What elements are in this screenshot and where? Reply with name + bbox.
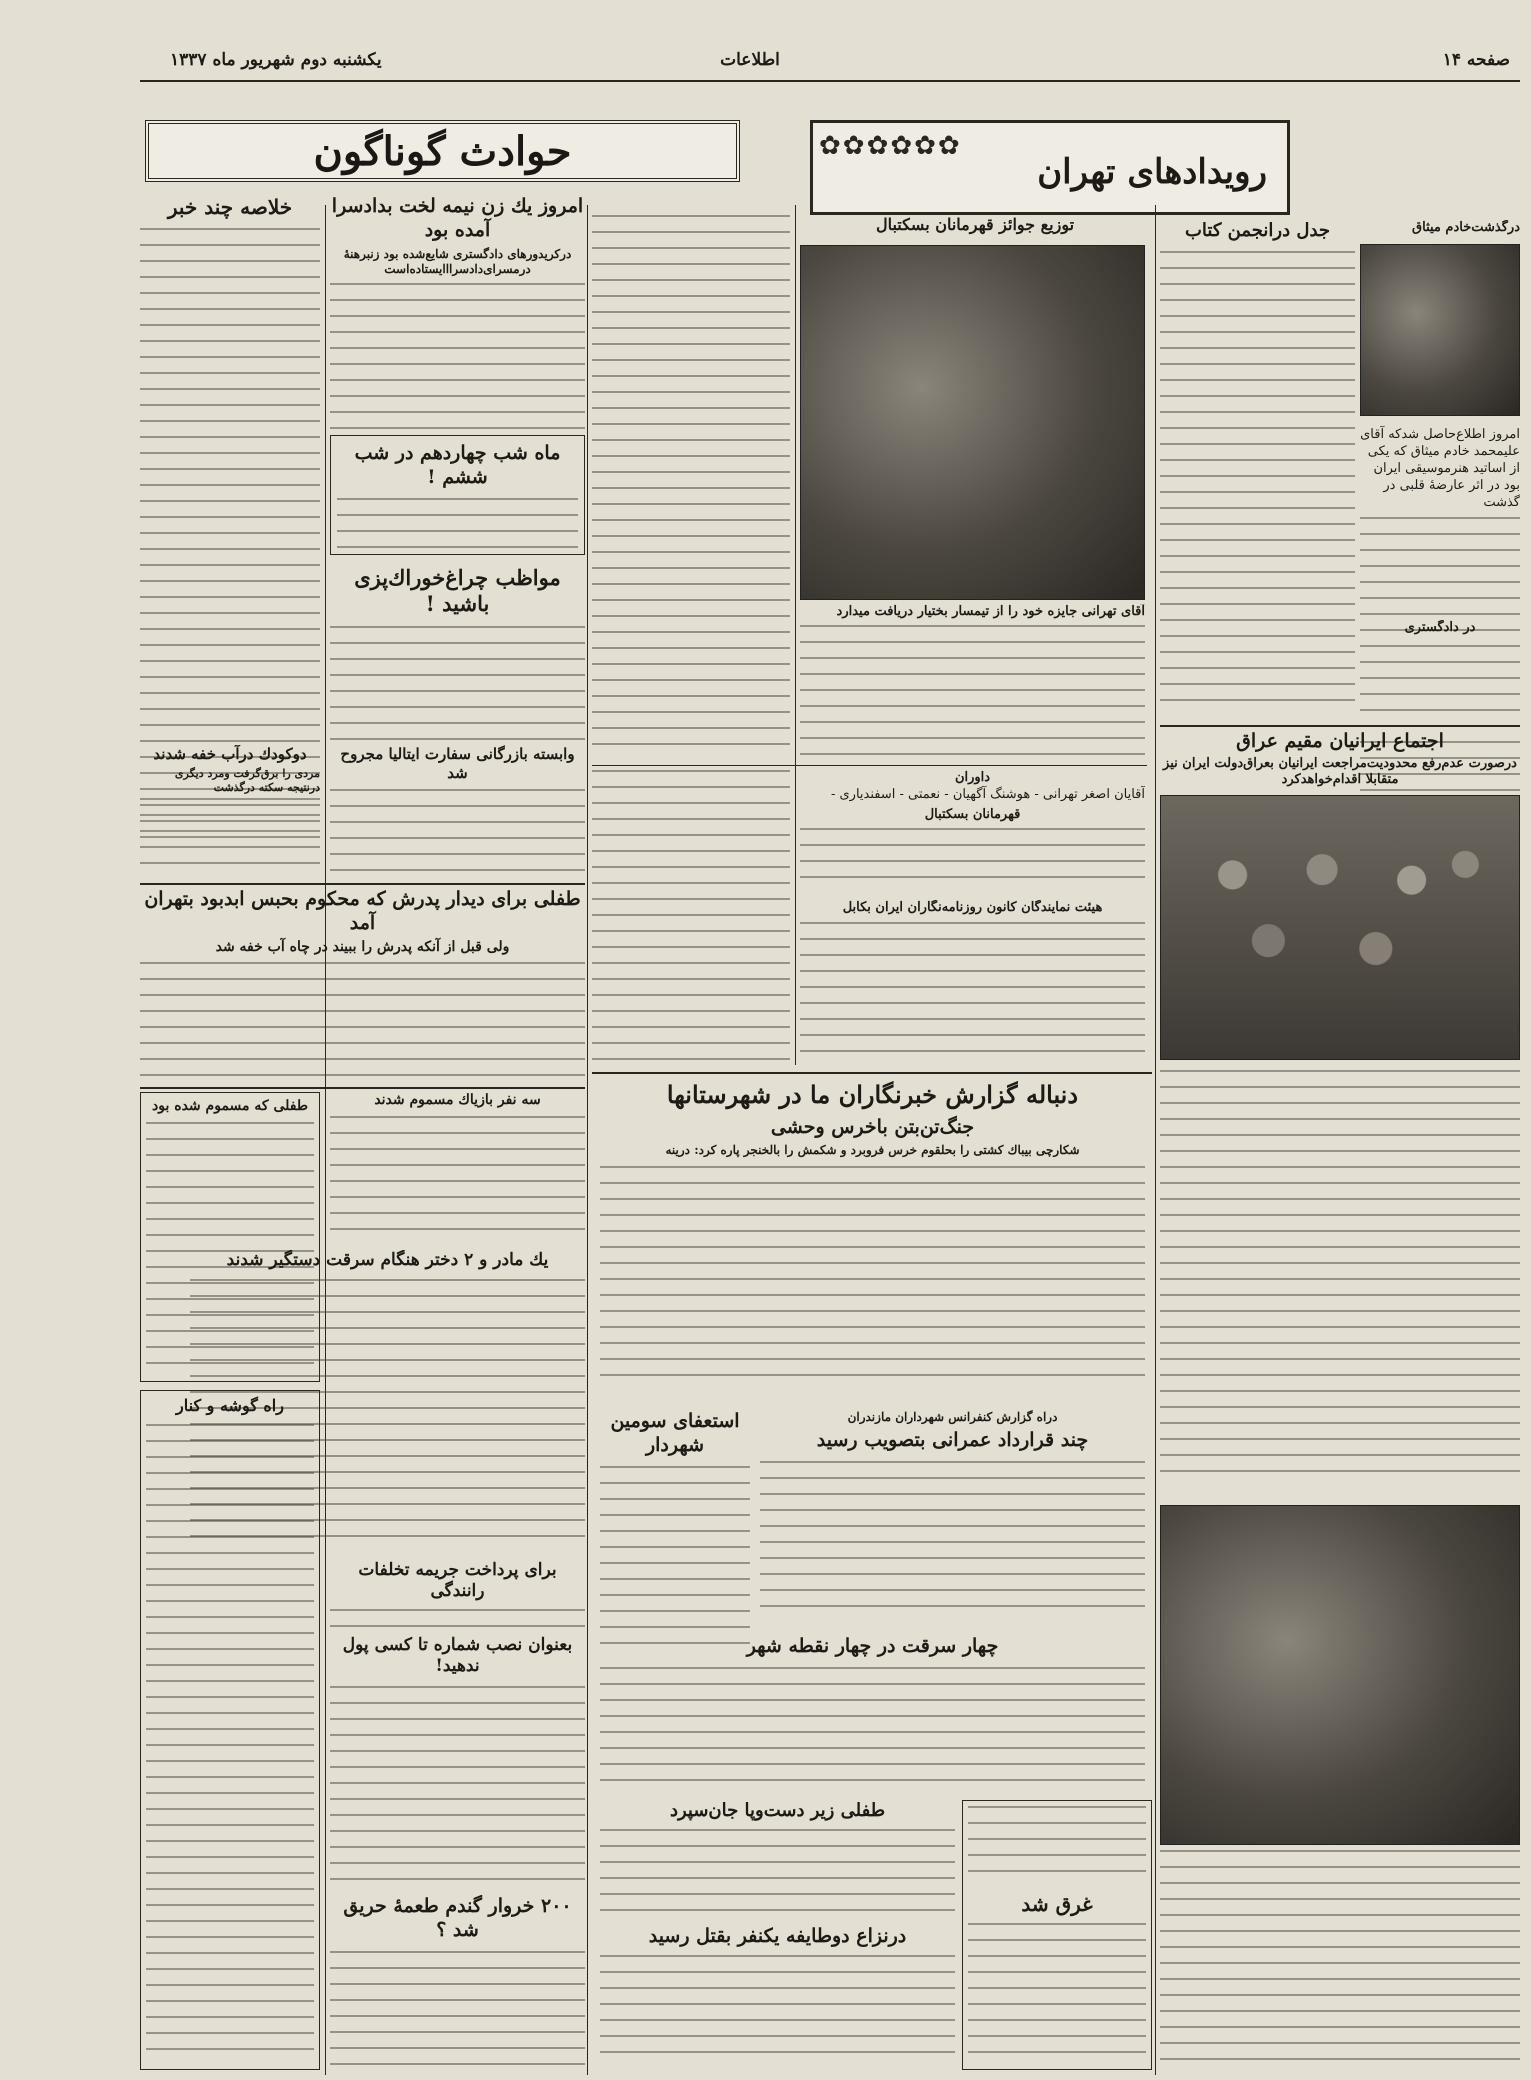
article-title: ۲۰۰ خروار گندم طعمهٔ حریق شد ؟ xyxy=(343,1895,572,1941)
article-subtitle: دركریدورهای دادگستری شایع‌شده بود زنبرهنهٔ درمسرای‌دادسرااایستاده‌است xyxy=(343,246,572,276)
article-subtitle: درصورت عدم‌رفع محدودیت‌مراجعت ایرانیان بعراق‌دولت ایران نیز متقابلا اقدام‌خواهدکرد xyxy=(1163,755,1517,787)
column-rule xyxy=(795,205,796,1065)
article-title: طفلی زیر دست‌وپا جان‌سپرد xyxy=(669,1800,886,1821)
article-title: مواظب چراغ‌خوراك‌پزی باشید ! xyxy=(354,565,561,617)
article-title: غرق شد xyxy=(1021,1892,1093,1916)
text-body xyxy=(1160,1850,1520,2060)
article-subtitle: ولی قبل از آنكه پدرش را ببیند در چاه آب خفه شد xyxy=(215,938,510,955)
text-body xyxy=(592,215,790,755)
article-title: طفلی برای دیدار پدرش که محکوم بحبس ابدبود بتهران آمد xyxy=(144,888,581,934)
article-shab14 xyxy=(330,435,585,555)
text-body xyxy=(600,1466,750,1656)
banner-tehran-box xyxy=(810,120,1290,215)
article-iranian-iraq xyxy=(1160,730,1520,790)
basketball-text xyxy=(800,625,1145,760)
champions-label: قهرمانان بسكتبال xyxy=(924,807,1021,823)
header-page-number: صفحه ۱۴ xyxy=(1442,50,1510,70)
section-rule xyxy=(592,1072,1152,1074)
text-body xyxy=(600,1829,955,1914)
text-body xyxy=(330,1951,585,2071)
banner-havades xyxy=(145,120,740,182)
section-rule xyxy=(140,1087,585,1089)
text-body xyxy=(600,1166,1145,1381)
photo-caption-text xyxy=(1160,1850,1520,2065)
text-body xyxy=(1160,251,1355,701)
text-body xyxy=(330,789,585,881)
text-body xyxy=(592,770,790,1060)
photo-basketball-award xyxy=(800,245,1145,600)
article-title: یك مادر و ۲ دختر هنگام سرقت دستگیر شدند xyxy=(226,1250,549,1270)
article-title: توزیع جوائز قهرمانان بسكتبال xyxy=(875,215,1075,234)
article-title: درگذشت‌خادم میثاق xyxy=(1412,220,1520,235)
article-title: جدل درانجمن کتاب xyxy=(1184,220,1331,241)
basketball-continuation xyxy=(592,215,790,760)
photo-caption: آقای تهرانی جایزه خود را از تیمسار بختیار دریافت میدارد xyxy=(836,604,1145,619)
article-title: راه گوشه و كنار xyxy=(176,1396,284,1415)
article-nime-lokht xyxy=(330,195,585,430)
article-title: هیئت نمایندگان كانون روزنامه‌نگاران ایران بكابل xyxy=(842,900,1103,915)
referees-label: داوران xyxy=(954,770,991,785)
column-rule xyxy=(587,205,588,2075)
text-body xyxy=(330,1609,585,1631)
iranian-iraq-text xyxy=(1160,1070,1520,1490)
article-jan-separd xyxy=(600,1800,955,1920)
article-kanun xyxy=(800,900,1145,1065)
article-subtitle: شكارچی بیباك كشتی را بحلقوم خرس فروبرد و شكمش را بالخنجر پاره كرد: درینه xyxy=(665,1142,1080,1157)
article-title: وابسته بازرگانی سفارت ایتالیا مجروح شد xyxy=(340,745,575,782)
article-title: درنزاع دوطایفه یكنفر بقتل رسید xyxy=(648,1925,907,1947)
article-gandom xyxy=(330,1895,585,2070)
text-body xyxy=(330,1686,585,1891)
article-anjoman xyxy=(1160,220,1355,710)
text-body xyxy=(600,1955,955,2065)
text-body xyxy=(800,828,1145,888)
column-rule xyxy=(1155,205,1156,2075)
article-source: دراه گزارش كنفرانس شهرداران مازندران xyxy=(847,1410,1058,1424)
text-body xyxy=(330,626,585,741)
text-body xyxy=(760,1461,1145,1621)
article-title: جنگ‌تن‌بتن باخرس وحشی xyxy=(770,1116,975,1138)
article-gozaresh xyxy=(140,1390,320,2070)
article-title: استعفای سومین شهردار xyxy=(610,1410,740,1456)
text-body xyxy=(800,922,1145,1062)
banner-tehran-text: رویدادهای تهران xyxy=(1037,152,1267,192)
article-title: چند قرارداد عمرانی بتصویب رسید xyxy=(816,1429,1089,1451)
article-title: بعنوان نصب شماره تا كسی پول ندهید! xyxy=(342,1635,573,1677)
text-body xyxy=(600,1667,1145,1792)
text-body xyxy=(140,798,320,878)
text-body xyxy=(337,498,578,556)
section-rule xyxy=(140,883,585,885)
article-title: برای پرداخت جریمه تخلفات رانندگی xyxy=(358,1560,557,1602)
text-body xyxy=(330,1116,585,1236)
barq-continuation xyxy=(592,770,790,1070)
article-ranandegi xyxy=(330,1560,585,1630)
article-italia xyxy=(330,745,585,880)
column-rule xyxy=(325,205,326,2075)
article-basketball-title xyxy=(800,215,1150,245)
article-charsoq xyxy=(600,1635,1145,1795)
article-title: در دادگستری xyxy=(1404,620,1476,635)
header-rule xyxy=(140,80,1520,82)
article-title: ماه شب چهاردهم در شب ششم ! xyxy=(354,442,561,488)
section-rule xyxy=(1160,725,1520,727)
header-date: یکشنبه دوم شهریور ماه ۱۳۳۷ xyxy=(170,50,382,70)
article-title: دوكودك درآب خفه شدند xyxy=(153,745,307,763)
article-gharq xyxy=(962,1800,1152,2070)
article-lead: امروز اطلاع‌حاصل شدكه آقای علیمحمد خادم میثاق كه یكی از اساتید هنرموسیقی ایران بود در اثر عارضهٔ قلبی در گذشت xyxy=(1360,427,1520,511)
article-title: چهار سرقت در چهار نقطه شهر xyxy=(746,1635,999,1657)
article-qarardad xyxy=(760,1410,1145,1625)
article-nezaa xyxy=(600,1925,955,2070)
text-body xyxy=(146,1424,314,2064)
referees-names: آقایان اصغر تهرانی - هوشنگ آگهیان - نعمتی - اسفندیاری - xyxy=(830,787,1145,803)
ornament-row: ✿✿✿✿✿✿ xyxy=(819,131,962,161)
article-jang-khers xyxy=(600,1080,1145,1405)
photo-iranians-iraq xyxy=(1160,795,1520,1060)
article-subtitle: مردی را برق‌گرفت ومرد دیگری درنتیجه سكته درگذشت xyxy=(174,766,320,794)
article-title: اجتماع ایرانیان مقیم عراق xyxy=(1236,730,1444,752)
article-nasb-shomare xyxy=(330,1635,585,1890)
banner-havades-text: حوادث گوناگون xyxy=(313,127,572,175)
article-sharhdar xyxy=(600,1410,750,1655)
header-paper-name: اطلاعات xyxy=(720,50,780,70)
text-body xyxy=(140,962,585,1083)
article-title: امروز یك زن نیمه لخت بدادسرا آمده بود xyxy=(331,195,584,241)
section-title: دنباله گزارش خبرنگاران ما در شهرستانها xyxy=(666,1080,1079,1109)
basketball-referees xyxy=(800,770,1145,900)
text-body xyxy=(968,1806,1146,1886)
article-title: طفلی كه مسموم شده بود xyxy=(152,1098,308,1114)
article-dadgostari xyxy=(1360,620,1520,730)
photo-portrait xyxy=(1360,244,1520,416)
text-body xyxy=(330,283,585,431)
text-body xyxy=(800,625,1145,755)
text-body xyxy=(968,1923,1146,2053)
section-rule xyxy=(592,765,1147,766)
article-masmoom2 xyxy=(330,1092,585,1242)
article-barq xyxy=(140,745,320,880)
text-body xyxy=(1160,1070,1520,1485)
photo-gandom-fire xyxy=(1160,1505,1520,1845)
article-title: خلاصه چند خبر xyxy=(167,195,293,219)
article-tefli-bazdasht xyxy=(140,888,585,1083)
article-title: سه نفر بازیاك مسموم شدند xyxy=(374,1092,541,1108)
article-cheragh xyxy=(330,565,585,740)
